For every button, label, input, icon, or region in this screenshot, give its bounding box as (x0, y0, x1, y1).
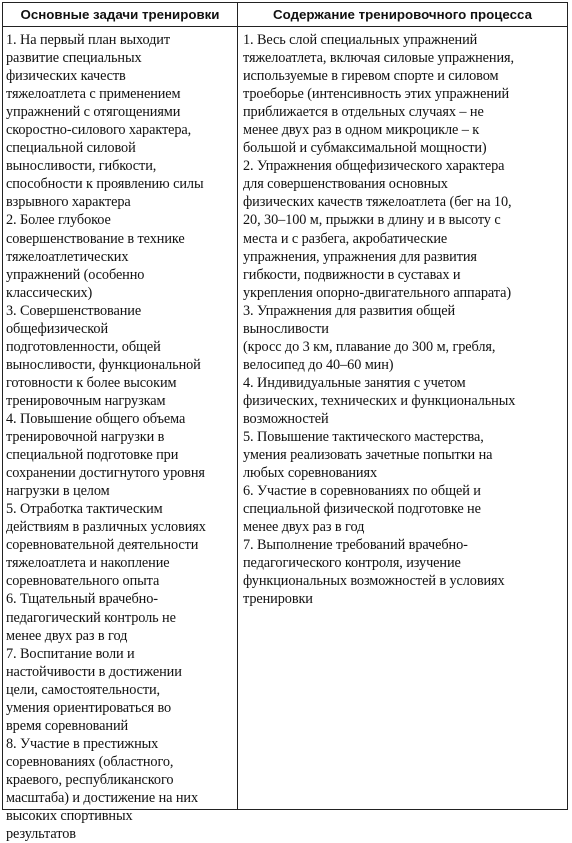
content-text-line: выносливости (243, 320, 329, 337)
task-text-line: тренировочным нагрузкам (6, 392, 166, 409)
content-text-line: менее двух раз в одном микроцикле – к (243, 122, 480, 139)
task-text-line: способности к проявлению силы (6, 176, 204, 193)
task-text-line: 5. Отработка тактическим (6, 501, 163, 518)
training-tasks-column (6, 31, 235, 843)
content-text-line: для совершенствования основных (243, 176, 448, 193)
content-text-line: большой и субмаксимальной мощности) (243, 140, 487, 157)
task-text-line: 6. Тщательный врачебно- (6, 591, 158, 608)
task-text-line: специальной подготовке при (6, 447, 179, 464)
content-text-line: (кросс до 3 км, плавание до 300 м, гребля, (243, 338, 496, 355)
training-content-column (243, 31, 565, 609)
content-text-line: места и с разбега, акробатические (243, 230, 448, 247)
task-text-line: настойчивости в достижении (6, 663, 182, 680)
header-training-content: Содержание тренировочного процесса (273, 7, 532, 22)
task-text-line: тяжелоатлета и накопление (6, 555, 170, 572)
task-text-line: действиям в различных условиях (6, 519, 206, 536)
task-text-line: краевого, республиканского (6, 771, 174, 788)
task-text-line: физических качеств (6, 68, 126, 85)
content-text-line: тренировки (243, 591, 313, 608)
training-table (2, 2, 568, 843)
task-text-line: классических) (6, 284, 93, 301)
content-text-line: педагогического контроля, изучение (243, 555, 461, 572)
content-text-line: физических качеств тяжелоатлета (бег на 10, (243, 194, 512, 211)
task-text-line: выносливости, гибкости, (6, 158, 157, 175)
content-text-line: тяжелоатлета, включая силовые упражнения, (243, 50, 514, 67)
content-text-line: умения реализовать зачетные попытки на (243, 447, 493, 464)
content-text-line: специальной физической подготовке не (243, 501, 481, 518)
task-text-line: высоких спортивных (6, 808, 133, 825)
task-text-line: выносливости, функциональной (6, 356, 201, 373)
task-text-line: совершенствование в технике (6, 230, 185, 247)
task-text-line: умения ориентироваться во (6, 699, 172, 716)
content-text-line: гибкости, подвижности в суставах и (243, 266, 461, 283)
task-text-line: упражнений (особенно (6, 266, 145, 283)
task-text-line: результатов (6, 826, 76, 843)
task-text-line: цели, самостоятельности, (6, 681, 161, 698)
content-text-line: 6. Участие в соревнованиях по общей и (243, 483, 481, 500)
content-text-line: упражнения, упражнения для развития (243, 248, 477, 265)
content-text-line: функциональных возможностей в условиях (243, 573, 505, 590)
task-text-line: соревнованиях (областного, (6, 753, 174, 770)
content-text-line: 5. Повышение тактического мастерства, (243, 429, 484, 446)
task-text-line: тренировочной нагрузки в (6, 429, 165, 446)
task-text-line: 2. Более глубокое (6, 212, 111, 229)
task-text-line: сохранении достигнутого уровня (6, 465, 205, 482)
task-text-line: общефизической (6, 320, 109, 337)
task-text-line: 7. Воспитание воли и (6, 645, 135, 662)
header-training-tasks: Основные задачи тренировки (20, 7, 220, 22)
content-text-line: велосипед до 40–60 мин) (243, 356, 394, 373)
task-text-line: менее двух раз в год (6, 627, 128, 644)
content-text-line: приближается в отдельных случаях – не (243, 104, 484, 121)
task-text-line: тяжелоатлетических (6, 248, 129, 265)
content-text-line: 1. Весь слой специальных упражнений (243, 32, 478, 48)
task-text-line: 8. Участие в престижных (6, 735, 159, 752)
content-text-line: 20, 30–100 м, прыжки в длину и в высоту с (243, 212, 501, 229)
content-text-line: физических, технических и функциональных (243, 392, 516, 409)
content-text-line: троеборье (интенсивность этих упражнений (243, 86, 510, 103)
task-text-line: скоростно-силового характера, (6, 122, 192, 139)
task-text-line: соревновательного опыта (6, 573, 160, 590)
content-text-line: укрепления опорно-двигательного аппарата) (243, 284, 511, 301)
task-text-line: специальной силовой (6, 140, 136, 157)
column-divider (237, 3, 238, 809)
task-text-line: масштаба) и достижение на них (6, 789, 199, 806)
task-text-line: развитие специальных (6, 50, 142, 67)
content-text-line: 7. Выполнение требований врачебно- (243, 537, 468, 554)
content-text-line: возможностей (243, 410, 329, 427)
task-text-line: педагогический контроль не (6, 609, 176, 626)
content-text-line: любых соревнованиях (243, 465, 377, 482)
task-text-line: время соревнований (6, 717, 129, 734)
task-text-line: подготовленности, общей (6, 338, 161, 355)
task-text-line: 4. Повышение общего объема (6, 410, 186, 427)
task-text-line: упражнений с отягощениями (6, 104, 181, 121)
task-text-line: тяжелоатлета с применением (6, 86, 181, 103)
task-text-line: готовности к более высоким (6, 374, 177, 391)
task-text-line: взрывного характера (6, 194, 131, 211)
content-text-line: используемые в гиревом спорте и силовом (243, 68, 499, 85)
task-text-line: соревновательной деятельности (6, 537, 199, 554)
header-divider (3, 26, 567, 27)
content-text-line: 2. Упражнения общефизического характера (243, 158, 505, 175)
content-text-line: менее двух раз в год (243, 519, 365, 536)
content-text-line: 3. Упражнения для развития общей (243, 302, 456, 319)
task-text-line: нагрузки в целом (6, 483, 110, 500)
task-text-line: 1. На первый план выходит (6, 32, 170, 48)
task-text-line: 3. Совершенствование (6, 302, 142, 319)
content-text-line: 4. Индивидуальные занятия с учетом (243, 374, 466, 391)
